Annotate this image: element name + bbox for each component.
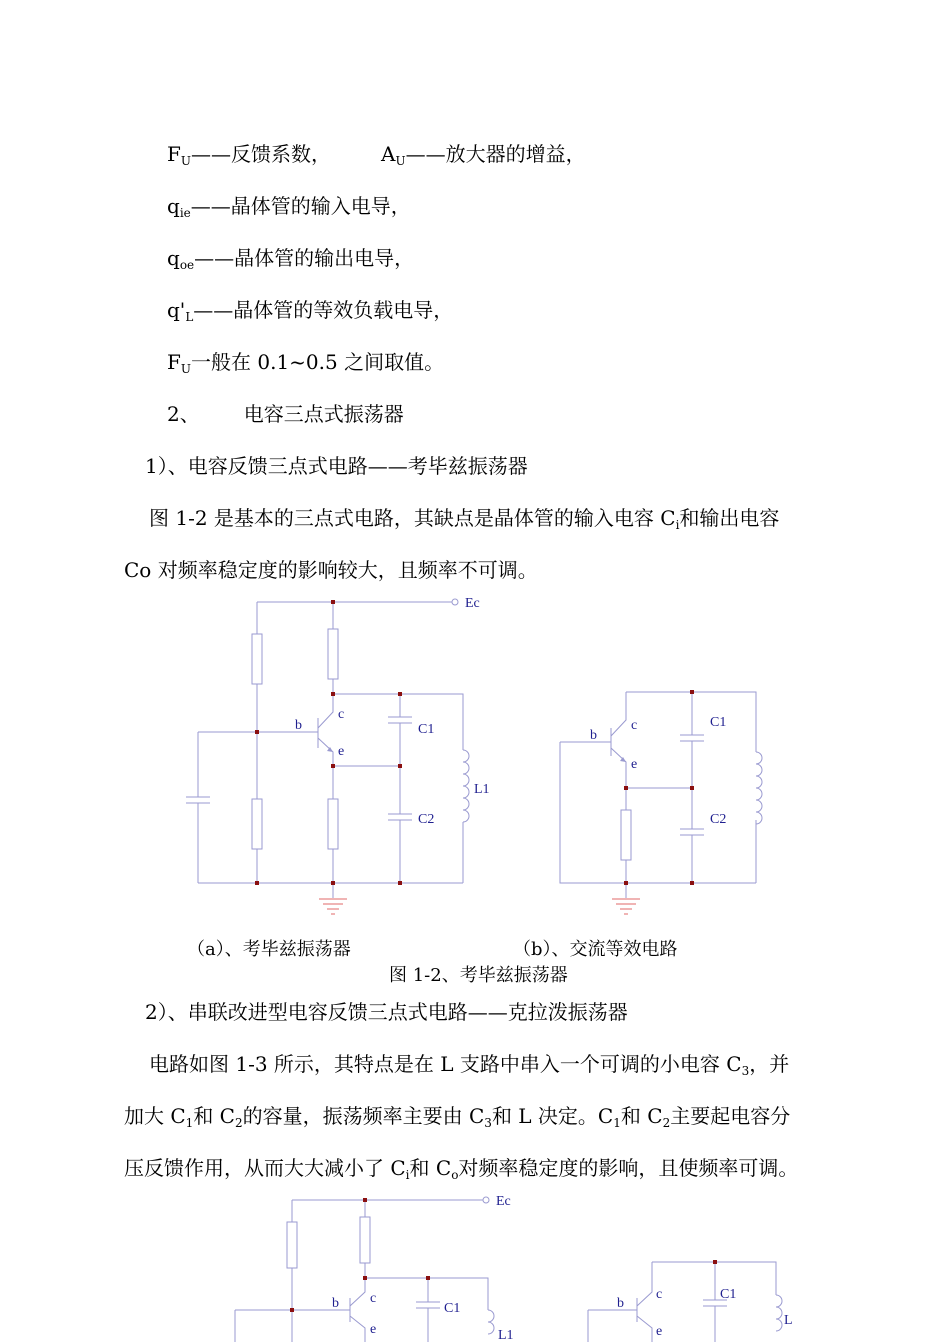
circuit-a [186, 596, 490, 914]
inductor-l1-a [463, 750, 469, 822]
subsection-heading-1: 1）、电容反馈三点式电路——考毕兹振荡器 [145, 454, 528, 478]
resistor-re-a [328, 799, 338, 849]
ground-symbol-b [612, 899, 640, 914]
circuit-c [235, 1194, 514, 1342]
caption-a: （a）、考毕兹振荡器 [187, 939, 351, 960]
circuit-b [560, 690, 762, 914]
figure-caption: 图 1-2、考毕兹振荡器 [389, 965, 568, 986]
label-c-b: c [631, 718, 638, 733]
ground-symbol-a [319, 899, 347, 914]
ec-terminal-a [452, 599, 458, 605]
paragraph-2-line-2: 加大 $C_1$和 $C_2$的容量，振荡频率主要由 $C_3$和 L 决定。$C_1$和 $C_2$主要起电容分 [124, 1104, 791, 1130]
label-l1-c: L1 [498, 1328, 514, 1342]
label-e-d: e [656, 1324, 663, 1339]
circuit-d [588, 1260, 793, 1342]
resistor-r2-a [252, 799, 262, 849]
label-e-a: e [338, 744, 345, 759]
text-line-fu-range: $F_U$一般在 0.1~0.5 之间取值。 [167, 350, 445, 376]
text-line-qie: $q_{ie}——$晶体管的输入电导， [167, 194, 411, 220]
label-ec-a: Ec [465, 596, 480, 611]
text-line-qoe: $q_{oe}——$晶体管的输出电导， [167, 246, 415, 272]
resistor-r1-a [252, 634, 262, 684]
paragraph-1-line-1: 图 1-2 是基本的三点式电路，其缺点是晶体管的输入电容 $C_i$和输出电容 [149, 506, 780, 532]
section-heading: 2、 电容三点式振荡器 [167, 402, 404, 426]
label-c2-b: C2 [710, 812, 727, 827]
label-e-c: e [370, 1322, 377, 1337]
label-c1-b: C1 [710, 715, 727, 730]
resistor-re-b [621, 810, 631, 860]
label-c-c: c [370, 1291, 377, 1306]
paragraph-2-line-3: 压反馈作用，从而大大减小了 $C_i$和 $C_o$对频率稳定度的影响，且使频率可调。 [124, 1156, 799, 1182]
label-c1-a: C1 [418, 722, 435, 737]
text-line-fu: $F_U——$反馈系数， $A_U——$放大器的增益， [167, 142, 586, 168]
label-c-a: c [338, 707, 345, 722]
label-e-b: e [631, 757, 638, 772]
label-c1-c: C1 [444, 1301, 461, 1316]
inductor-l-b [756, 752, 762, 824]
label-l1-a: L1 [474, 782, 490, 797]
label-ec-c: Ec [496, 1194, 511, 1209]
caption-b: （b）、交流等效电路 [513, 939, 678, 960]
label-b-b: b [590, 728, 597, 743]
label-b-c: b [332, 1296, 339, 1311]
label-c1-d: C1 [720, 1287, 737, 1302]
paragraph-2-line-1: 电路如图 1-3 所示，其特点是在 L 支路中串入一个可调的小电容 $C_3$，并 [149, 1052, 790, 1078]
resistor-rc-a [328, 629, 338, 679]
label-b-d: b [617, 1296, 624, 1311]
label-b-a: b [295, 718, 302, 733]
subsection-heading-2: 2）、串联改进型电容反馈三点式电路——克拉泼振荡器 [145, 1000, 628, 1024]
text-line-ql: $q'_L——$晶体管的等效负载电导， [167, 298, 454, 324]
label-c-d: c [656, 1287, 663, 1302]
label-c2-a: C2 [418, 812, 435, 827]
label-l-d: L [784, 1313, 793, 1328]
paragraph-1-line-2: Co 对频率稳定度的影响较大，且频率不可调。 [124, 558, 538, 582]
